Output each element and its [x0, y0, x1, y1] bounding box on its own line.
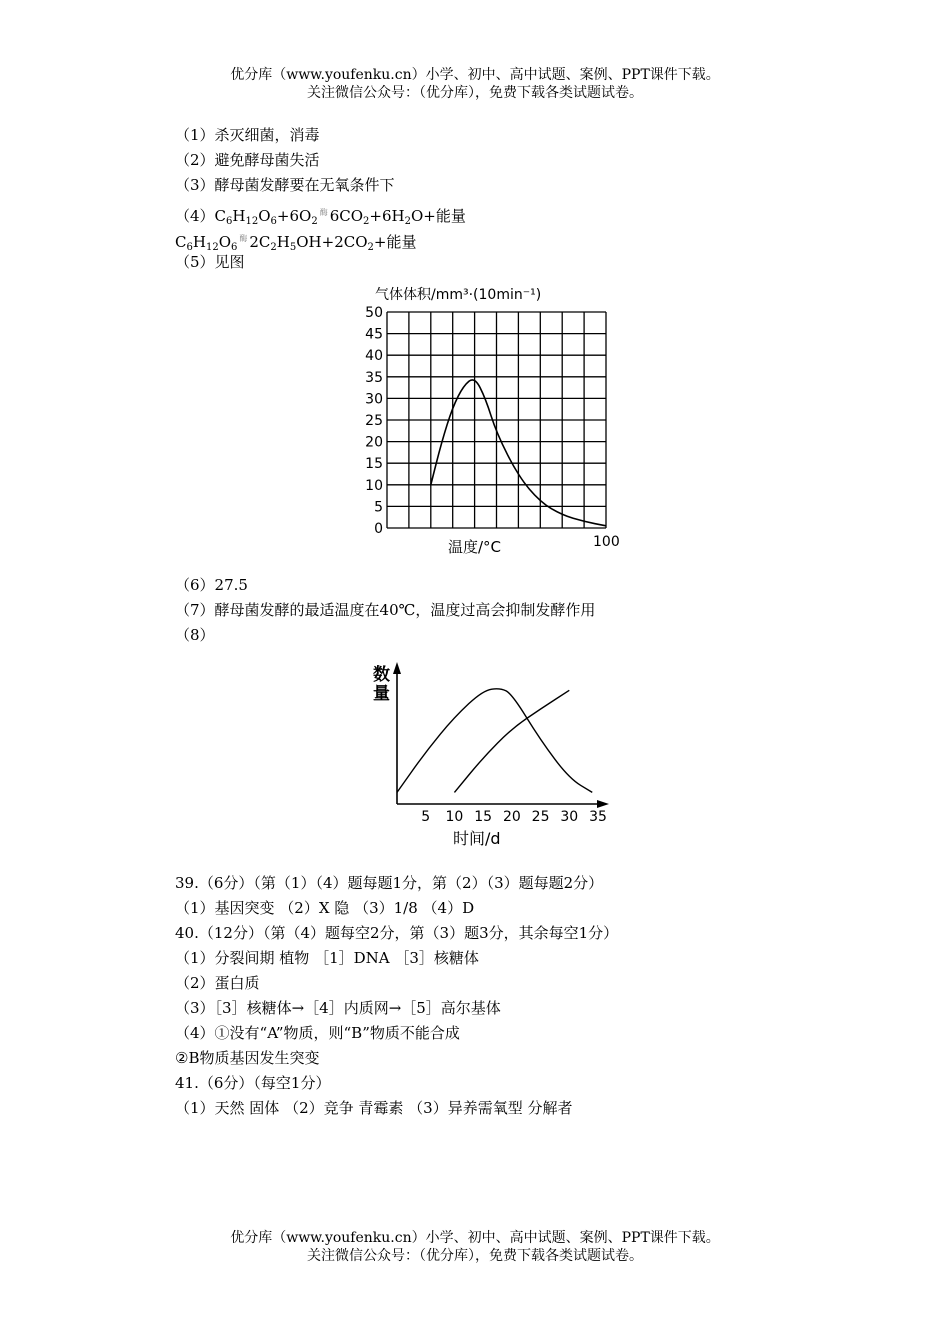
chart1-y-ticks	[365, 305, 383, 537]
chart1-y-tick-label: 35	[365, 369, 383, 386]
eq-text: +能量	[373, 233, 417, 251]
answer-38-4-equation-aerobic	[175, 203, 466, 232]
chart2-y-label-text	[373, 664, 390, 704]
chart1-title: 气体体积/mm³·(10min⁻¹)	[375, 287, 542, 303]
chart1-y-tick-label: 20	[365, 434, 383, 451]
chart2-x-tick-label: 5	[421, 809, 431, 825]
eq-sub: 5	[289, 242, 297, 253]
answer-38-6: （6）27.5	[175, 576, 248, 594]
answer-38-5: （5）见图	[175, 253, 245, 271]
eq-text: H	[192, 233, 206, 251]
chart1-y-tick-label: 40	[365, 348, 383, 365]
eq-text: +6O	[276, 207, 312, 225]
eq-text: 2C	[249, 233, 271, 251]
eq-text: H	[232, 207, 246, 225]
chart2-x-tick-label: 30	[560, 809, 579, 825]
page-footer	[0, 1229, 950, 1265]
q39-answer: （1）基因突变 （2）X 隐 （3）1/8 （4）D	[175, 899, 475, 917]
enzyme-arrow-icon: 酶	[239, 234, 248, 243]
answer-38-8: （8）	[175, 626, 215, 644]
eq-sub: 2	[404, 216, 411, 227]
eq-text: OH+2CO	[296, 233, 368, 251]
chart2-series	[397, 689, 592, 793]
eq-sub: 6	[270, 216, 277, 227]
enzyme-arrow-icon: 酶	[319, 208, 328, 217]
page-header	[0, 66, 950, 102]
eq-text: O+能量	[411, 207, 466, 225]
chart1-y-tick-label: 5	[374, 499, 383, 516]
eq-sub: 2	[367, 242, 374, 253]
eq-text: O	[258, 207, 271, 225]
chart2-x-tick-label: 10	[445, 809, 464, 825]
quantity-time-chart	[365, 658, 625, 858]
q40-title: 40.（12分）（第（4）题每空2分，第（3）题3分，其余每空1分）	[175, 924, 619, 942]
chart1-y-tick-label: 0	[374, 521, 383, 537]
q40-answer-1: （1）分裂间期 植物 ［1］DNA ［3］核糖体	[175, 949, 479, 967]
chart2-series-curve1	[397, 689, 592, 793]
chart2-series-curve2	[454, 690, 569, 792]
chart1-y-tick-label: 25	[365, 413, 383, 429]
chart1-y-tick-label: 30	[365, 391, 383, 408]
q40-answer-4: （4）①没有“A”物质，则“B”物质不能合成	[175, 1024, 460, 1042]
header-line-1: 优分库（www.youfenku.cn）小学、初中、高中试题、案例、PPT课件下载。	[230, 67, 720, 83]
answer-38-7: （7）酵母菌发酵的最适温度在40℃，温度过高会抑制发酵作用	[175, 601, 596, 619]
q41-answer: （1）天然 固体 （2）竞争 青霉素 （3）异养需氧型 分解者	[175, 1099, 573, 1117]
chart2-x-tick-label: 25	[531, 809, 550, 825]
chart2-x-label: 时间/d	[453, 829, 501, 848]
chart2-y-label-char: 量	[373, 684, 390, 704]
eq-text: C	[175, 233, 187, 251]
chart2-y-arrow-icon	[393, 662, 401, 674]
eq-sub: 6	[231, 242, 238, 253]
eq-sub: 6	[186, 242, 193, 253]
eq-text: O	[218, 233, 231, 251]
chart1-y-tick-label: 50	[365, 305, 383, 321]
chart2-y-label-char: 数	[373, 665, 390, 685]
eq-sub: 12	[205, 242, 219, 253]
q40-answer-2: （2）蛋白质	[175, 974, 260, 992]
answer-prefix: （4）	[175, 207, 215, 225]
footer-line-2: 关注微信公众号：（优分库），免费下载各类试题试卷。	[307, 1248, 643, 1264]
eq-text: H	[276, 233, 290, 251]
eq-sub: 2	[270, 242, 277, 253]
answer-38-3: （3）酵母菌发酵要在无氧条件下	[175, 176, 395, 194]
q40-answer-3: （3）［3］核糖体→［4］内质网→［5］高尔基体	[175, 999, 501, 1017]
chart1-y-tick-label: 10	[365, 477, 383, 494]
eq-sub: 2	[363, 216, 370, 227]
q41-title: 41.（6分）（每空1分）	[175, 1074, 331, 1092]
gas-volume-temperature-chart	[360, 280, 630, 560]
chart1-y-tick-label: 15	[365, 456, 383, 473]
q40-answer-4b: ②B物质基因发生突变	[175, 1049, 320, 1067]
chart2-x-tick-label: 20	[502, 809, 521, 825]
chart2-x-tick-label: 15	[474, 809, 493, 825]
answer-38-1: （1）杀灭细菌，消毒	[175, 126, 320, 144]
chart2-x-ticks	[421, 809, 607, 825]
chart1-x-end-label: 100	[593, 534, 620, 550]
eq-text: 6CO	[329, 207, 364, 225]
q39-title: 39.（6分）（第（1）（4）题每题1分，第（2）（3）题每题2分）	[175, 874, 604, 892]
eq-sub: 6	[226, 216, 233, 227]
chart1-y-tick-label: 45	[365, 326, 383, 343]
chart1-x-label: 温度/°C	[448, 538, 502, 556]
eq-sub: 2	[311, 216, 318, 227]
eq-sub: 12	[245, 216, 259, 227]
chart2-x-arrow-icon	[597, 800, 609, 808]
footer-line-1: 优分库（www.youfenku.cn）小学、初中、高中试题、案例、PPT课件下载。	[230, 1230, 720, 1246]
answer-38-2: （2）避免酵母菌失活	[175, 151, 320, 169]
chart2-y-label	[373, 664, 390, 704]
header-line-2: 关注微信公众号：（优分库），免费下载各类试题试卷。	[307, 85, 643, 101]
eq-text: C	[214, 207, 227, 225]
chart1-grid	[387, 312, 606, 528]
chart2-x-tick-label: 35	[589, 809, 607, 825]
eq-text: +6H	[369, 207, 405, 225]
